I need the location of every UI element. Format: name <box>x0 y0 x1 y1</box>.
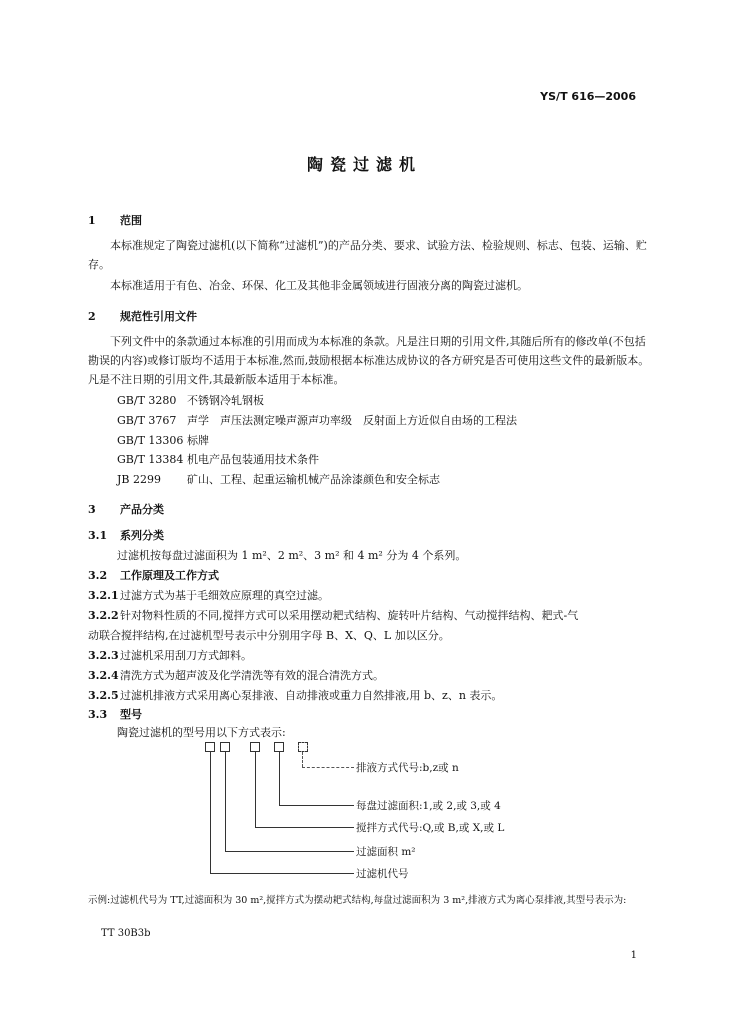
section-1-paragraph-1: 本标准规定了陶瓷过滤机(以下简称“过滤机”)的产品分类、要求、试验方法、检验规则、标志、包装、运输、贮存。 <box>88 239 647 271</box>
section-2-heading <box>88 308 197 324</box>
example-note: 示例:过滤机代号为 TT,过滤面积为 30 m²,搅拌方式为摆动耙式结构,每盘过滤面积为 3 m²,排液方式为离心泵排液,其型号表示为: <box>88 895 627 906</box>
diagram-label-drain-mode: 排液方式代号:b,z或 n <box>356 762 459 774</box>
section-3-2-heading <box>88 567 219 583</box>
code-box <box>250 742 260 752</box>
document-title: 陶瓷过滤机 <box>306 155 422 174</box>
leader-line <box>255 752 256 828</box>
reference-code: GB/T 3767 <box>117 414 177 427</box>
code-box <box>205 742 215 752</box>
leader-line <box>225 752 226 852</box>
section-3-3-number: 3.3 <box>88 708 108 721</box>
clause-number: 3.2.5 <box>88 689 119 702</box>
reference-title: 矿山、工程、起重运输机械产品涂漆颜色和安全标志 <box>187 473 440 486</box>
section-3-3-title: 型号 <box>120 708 142 721</box>
section-3-number: 3 <box>88 503 96 516</box>
clause-number: 3.2.3 <box>88 649 119 662</box>
section-1-title: 范围 <box>120 214 142 227</box>
section-1-number: 1 <box>88 214 96 227</box>
reference-title: 不锈钢冷轧钢板 <box>187 394 264 407</box>
reference-item <box>117 432 209 448</box>
reference-code: JB 2299 <box>117 473 161 486</box>
reference-code: GB/T 3280 <box>117 394 177 407</box>
clause-number: 3.2.2 <box>88 609 119 622</box>
leader-line <box>255 827 354 828</box>
section-3-3-text: 陶瓷过滤机的型号用以下方式表示: <box>117 726 286 739</box>
section-1-heading <box>88 212 142 228</box>
example-code: TT 30B3b <box>101 928 151 939</box>
leader-line <box>210 752 211 874</box>
code-box <box>274 742 284 752</box>
section-3-1-text: 过滤机按每盘过滤面积为 1 m²、2 m²、3 m² 和 4 m² 分为 4 个系列。 <box>117 549 467 562</box>
section-3-3-heading <box>88 706 142 722</box>
section-1-paragraph-2: 本标准适用于有色、冶金、环保、化工及其他非金属领域进行固液分离的陶瓷过滤机。 <box>110 279 528 292</box>
reference-item <box>117 392 264 408</box>
clause-text: 过滤方式为基于毛细效应原理的真空过滤。 <box>120 589 329 602</box>
clause-text: 过滤机采用刮刀方式卸料。 <box>120 649 252 662</box>
reference-code: GB/T 13306 <box>117 434 184 447</box>
diagram-label-area-per-disc: 每盘过滤面积:1,或 2,或 3,或 4 <box>356 800 501 812</box>
section-3-2-title: 工作原理及工作方式 <box>120 569 219 582</box>
leader-line <box>225 851 354 852</box>
clause-text: 清洗方式为超声波及化学清洗等有效的混合清洗方式。 <box>120 669 384 682</box>
diagram-label-filter-area: 过滤面积 m² <box>356 846 416 858</box>
clause-number: 3.2.4 <box>88 669 119 682</box>
section-3-1-number: 3.1 <box>88 529 108 542</box>
code-box <box>298 742 308 752</box>
section-2-title: 规范性引用文件 <box>120 310 197 323</box>
reference-item <box>117 471 440 487</box>
leader-line <box>279 805 354 806</box>
reference-title: 机电产品包装通用技术条件 <box>187 453 319 466</box>
section-2-number: 2 <box>88 310 96 323</box>
leader-line <box>302 752 304 767</box>
reference-title: 标牌 <box>187 434 209 447</box>
reference-code: GB/T 13384 <box>117 453 184 466</box>
section-3-title: 产品分类 <box>120 503 164 516</box>
leader-line <box>210 873 354 874</box>
clause-text: 过滤机排液方式采用离心泵排液、自动排液或重力自然排液,用 b、z、n 表示。 <box>120 689 503 702</box>
clause-3-2-3 <box>88 647 252 663</box>
code-box <box>220 742 230 752</box>
clause-3-2-1 <box>88 587 329 603</box>
diagram-label-stirring-mode: 搅拌方式代号:Q,或 B,或 X,或 L <box>356 822 505 834</box>
diagram-label-filter-code: 过滤机代号 <box>356 868 409 880</box>
clause-3-2-4 <box>88 667 384 683</box>
clause-3-2-2 <box>88 607 578 623</box>
reference-item <box>117 451 319 467</box>
clause-text: 针对物料性质的不同,搅拌方式可以采用摆动耙式结构、旋转叶片结构、气动搅拌结构、耙式-气 <box>120 609 579 622</box>
page-number: 1 <box>630 950 637 961</box>
clause-number: 3.2.1 <box>88 589 119 602</box>
section-3-1-title: 系列分类 <box>120 529 164 542</box>
reference-item <box>117 412 517 428</box>
section-3-heading <box>88 501 164 517</box>
reference-title: 声学 声压法测定噪声源声功率级 反射面上方近似自由场的工程法 <box>187 414 517 427</box>
leader-line <box>302 767 354 768</box>
clause-3-2-2-continued: 动联合搅拌结构,在过滤机型号表示中分别用字母 B、X、Q、L 加以区分。 <box>88 629 450 642</box>
section-2-paragraph: 下列文件中的条款通过本标准的引用而成为本标准的条款。凡是注日期的引用文件,其随后所有的修改单(不包括勘误的内容)或修订版均不适用于本标准,然而,鼓励根据本标准达成协议的各方研究是否可使用这些文件的最新版本。凡是不注日期的引用文件,其最新版本适用于本标准。 <box>88 335 650 386</box>
leader-line <box>279 752 280 806</box>
clause-3-2-5 <box>88 687 502 703</box>
section-3-1-heading <box>88 527 164 543</box>
section-3-2-number: 3.2 <box>88 569 108 582</box>
standard-number: YS/T 616—2006 <box>540 90 636 103</box>
